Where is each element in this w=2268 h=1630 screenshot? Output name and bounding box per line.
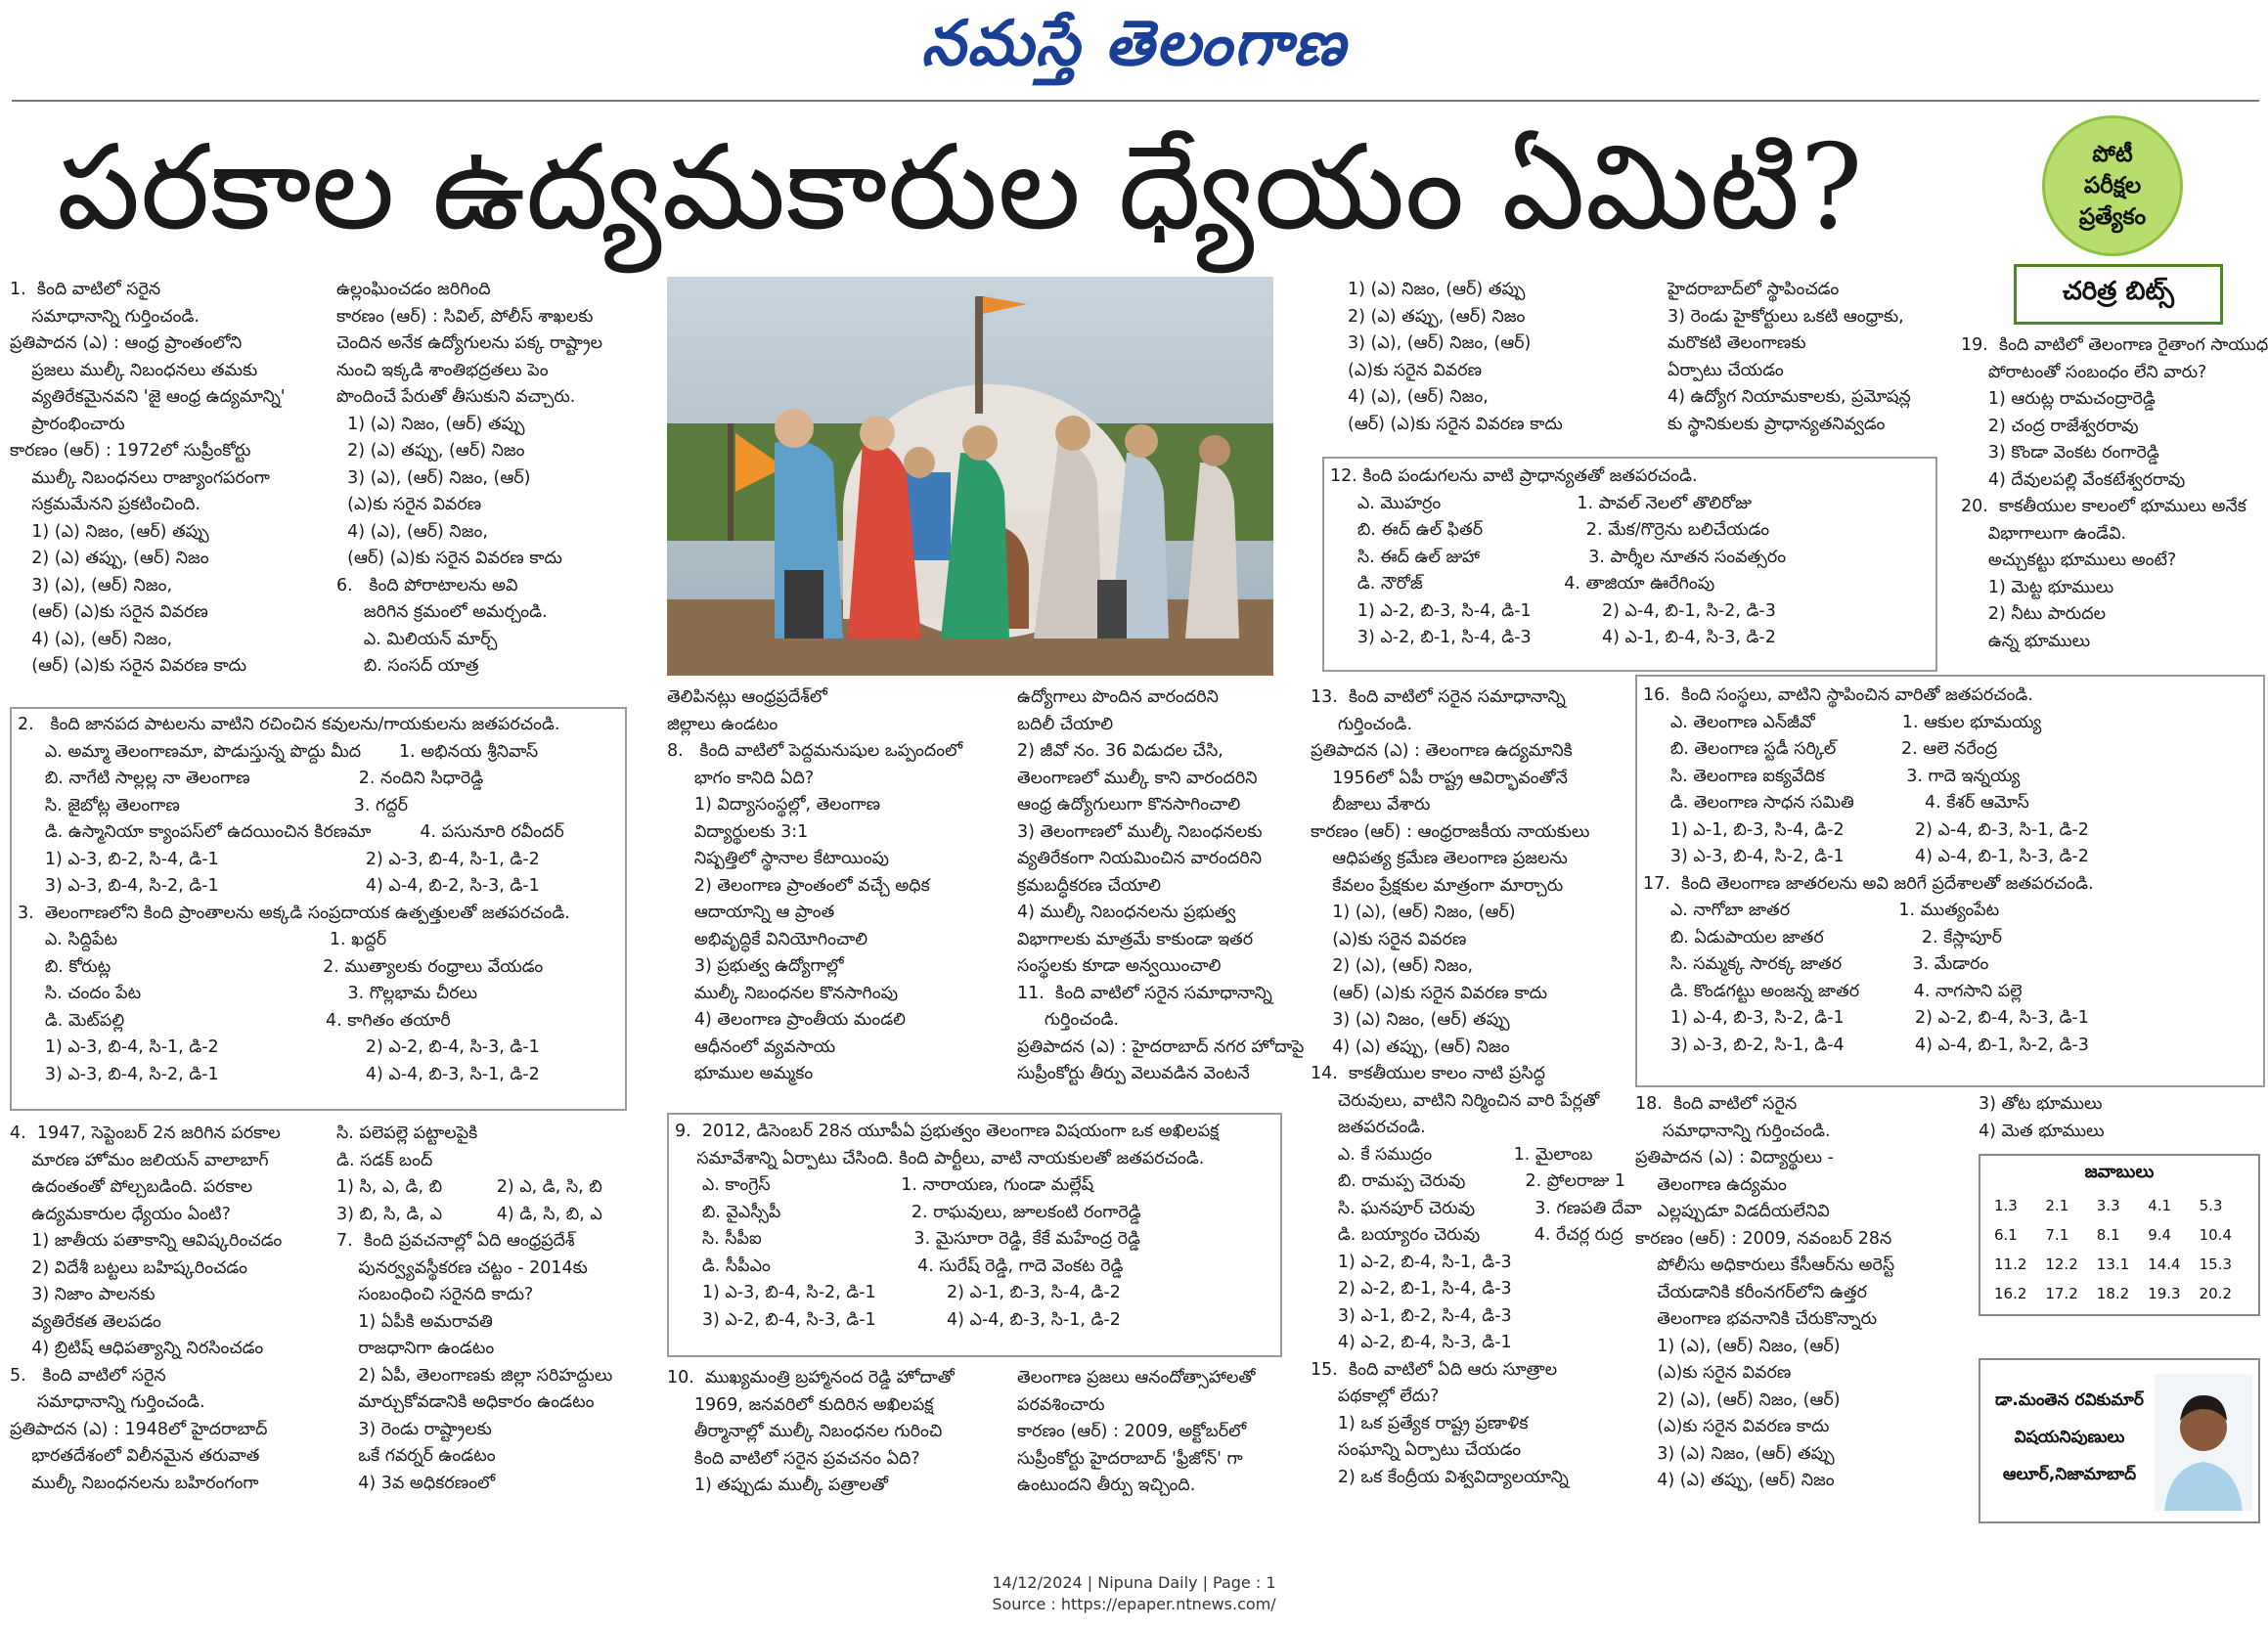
question-block-11-options: 1) (ఎ) నిజం, (ఆర్) తప్పు 2) (ఎ) తప్పు, (ఆర్) నిజం 3) (ఎ), (ఆర్) నిజం, (ఆర్) (ఎ)కు సరైన వివరణ 4) (ఎ), (ఆర్) నిజం, (ఆర్) (ఎ)కు సరైన వివరణ కాదు [1348,280,1563,434]
answer-item: 2.1 [2045,1197,2069,1214]
answer-item: 19.3 [2148,1285,2181,1302]
author-details [1986,1382,2153,1493]
section-tag: చరిత్ర బిట్స్ [2014,264,2223,325]
question-block-18: 18. కింది వాటిలో సరైన సమాధానాన్ని గుర్తించండి. ప్రతిపాదన (ఎ) : విద్యార్థులు - తెలంగాణ ఉద్యమం ఎల్లప్పుడూ విడదీయలేనివి కారణం (ఆర్) : 2009, నవంబర్ 28న పోలీసు అధికారులు కేసీఆర్‌ను అరెస్ట్ చేయడానికి కరీంనగర్‌లోని ఉత్తర తెలంగాణ భవనానికి చేరుకొన్నారు 1) (ఎ), (ఆర్) నిజం, (ఆర్) (ఎ)కు సరైన వివరణ 2) (ఎ), (ఆర్) నిజం, (ఆర్) (ఎ)కు సరైన వివరణ కాదు 3) (ఎ) నిజం, (ఆర్) తప్పు 4) (ఎ) తప్పు, (ఆర్) నిజం [1635,1094,1895,1490]
masthead-logo: నమస్తే తెలంగాణ [920,8,1348,80]
question-block-9: 9. 2012, డిసెంబర్ 28న యూపీఏ ప్రభుత్వం తెలంగాణ విషయంగా ఒక అఖిలపక్ష సమావేశాన్ని ఏర్పాటు చేసింది. కింది పార్టీలు, వాటి నాయకులతో జతపరచండి. ఎ. కాంగ్రెస్ 1. నారాయణ, గుండా మల్లేష్ బి. వైఎస్సీపీ 2. రాఘవులు, జూలకంటి రంగారెడ్డి సి. సీపీఐ 3. మైసూరా రెడ్డి, కేకే మహేంద్ర రెడ్డి డి. సీపీఎం 4. సురేష్ రెడ్డి, గాదె వెంకట రెడ్డి 1) ఎ-3, బి-4, సి-2, డి-1 2) ఎ-1, బి-3, సి-4, డి-2 3) ఎ-2, బి-4, సి-3, డి-1 4) ఎ-4, బి-3, సి-1, డి-2 [675,1122,1220,1330]
statue-illustration [667,277,1273,676]
person-icon [2155,1374,2252,1511]
answer-key [1979,1154,2260,1316]
footer-date-line: 14/12/2024 | Nipuna Daily | Page : 1 [992,1573,1276,1592]
question-block-12: 12. కింది పండుగలను వాటి ప్రాధాన్యతతో జతపరచండి. ఎ. మొహర్రం 1. పావల్ నెలలో తొలిరోజు బి. ఈద్ ఉల్ ఫితర్ 2. మేక/గొర్రెను బలిచేయడం సి. ఈద్ ఉల్ జుహా 3. పార్శీల నూతన సంవత్సరం డి. నౌరోజ్ 4. తాజియా ఊరేగింపు 1) ఎ-2, బి-3, సి-4, డి-1 2) ఎ-4, బి-1, సి-2, డి-3 3) ఎ-2, బి-1, సి-4, డి-3 4) ఎ-1, బి-4, సి-3, డి-2 [1330,466,1787,647]
answer-item: 14.4 [2148,1256,2181,1273]
answer-item: 4.1 [2148,1197,2172,1214]
answer-item: 7.1 [2045,1226,2069,1244]
answer-item: 12.2 [2045,1256,2078,1273]
martyrs-statue-photo [667,277,1273,676]
answer-item: 9.4 [2148,1226,2172,1244]
question-block-10-11: ఉద్యోగాలు పొందిన వారందరిని బదిలీ చేయాలి 2) జీవో నం. 36 విడుదల చేసి, తెలంగాణలో ముల్కీ కాని వారందరిని ఆంధ్ర ఉద్యోగులుగా కొనసాగించాలి 3) తెలంగాణలో ముల్కీ నిబంధనలకు వ్యతిరేకంగా నియమించిన వారందరిని క్రమబద్ధీకరణ చేయాలి 4) ముల్కీ నిబంధనలను ప్రభుత్వ విభాగాలకు మాత్రమే కాకుండా ఇతర సంస్థలకు కూడా అన్వయించాలి 11. కింది వాటిలో సరైన సమాధానాన్ని గుర్తించండి. ప్రతిపాదన (ఎ) : హైదరాబాద్ నగర హోదాపై సుప్రీంకోర్టు తీర్పు వెలువడిన వెంటనే [1017,687,1305,1083]
question-block-20-options: 3) తోట భూములు 4) మెత భూములు [1979,1094,2105,1141]
answer-item: 15.3 [2199,1256,2232,1273]
answer-item: 16.2 [1994,1285,2027,1302]
header-divider [12,100,2259,102]
answer-item: 1.3 [1994,1197,2018,1214]
question-block-13-15: 13. కింది వాటిలో సరైన సమాధానాన్ని గుర్తించండి. ప్రతిపాదన (ఎ) : తెలంగాణ ఉద్యమానికి 1956లో ఏపీ రాష్ట్ర ఆవిర్భావంతోనే బీజాలు వేశారు కారణం (ఆర్) : ఆంధ్రరాజకీయ నాయకులు ఆధిపత్య క్రమేణ తెలంగాణ ప్రజలను కేవలం ప్రేక్షకుల మాత్రంగా మార్చారు 1) (ఎ), (ఆర్) నిజం, (ఆర్) (ఎ)కు సరైన వివరణ 2) (ఎ), (ఆర్) నిజం, (ఆర్) (ఎ)కు సరైన వివరణ కాదు 3) (ఎ) నిజం, (ఆర్) తప్పు 4) (ఎ) తప్పు, (ఆర్) నిజం 14. కాకతీయుల కాలం నాటి ప్రసిద్ధ చెరువులు, వాటిని నిర్మించిన వారి పేర్లతో జతపరచండి. ఎ. కే సముద్రం 1. మైలాంబ బి. రామప్ప చెరువు 2. ప్రోలరాజు 1 సి. ఘనపూర్ చెరువు 3. గణపతి దేవా డి. బయ్యారం చెరువు 4. రేచర్ల రుద్ర 1) ఎ-2, బి-4, సి-1, డి-3 2) ఎ-2, బి-1, సి-4, డి-3 3) ఎ-1, బి-2, సి-4, డి-3 4) ఎ-2, బి-4, సి-3, డి-1 15. కింది వాటిలో ఏది ఆరు సూత్రాల పథకాల్లో లేదు? 1) ఒక ప్రత్యేక రాష్ట్ర ప్రణాళిక సంఘాన్ని ఏర్పాటు చేయడం 2) ఒక కేంద్రీయ విశ్వవిద్యాలయాన్ని [1311,687,1642,1487]
author-location: ఆలూర్,నిజామాబాద్ [2002,1465,2137,1484]
answer-item: 6.1 [1994,1226,2018,1244]
page-footer [0,1572,2268,1615]
answer-item: 5.3 [2199,1197,2223,1214]
answer-item: 11.2 [1994,1256,2027,1273]
question-block-4-5: 4. 1947, సెప్టెంబర్ 2న జరిగిన పరకాల మారణ హోమం జలియన్ వాలాబాగ్ ఉదంతంతో పోల్చబడింది. పరకాల ఉద్యమకారుల ధ్యేయం ఏంటి? 1) జాతీయ పతాకాన్ని ఆవిష్కరించడం 2) విదేశీ బట్టలు బహిష్కరించడం 3) నిజాం పాలనకు వ్యతిరేకత తెలపడం 4) బ్రిటిష్ ఆధిపత్యాన్ని నిరసించడం 5. కింది వాటిలో సరైన సమాధానాన్ని గుర్తించండి. ప్రతిపాదన (ఎ) : 1948లో హైదరాబాద్ భారతదేశంలో విలీనమైన తరువాత ముల్కీ నిబంధనలను బహిరంగంగా [10,1123,283,1493]
badge-line-3: ప్రత్యేకం [2078,204,2147,230]
badge-line-2: పరీక్షల [2083,173,2142,198]
answer-item: 3.3 [2096,1197,2120,1214]
question-block-10: 10. ముఖ్యమంత్రి బ్రహ్మానంద రెడ్డి హోదాతో 1969, జనవరిలో కుదిరిన అఖిలపక్ష తీర్మానాల్లో ముల్కీ నిబంధనల గురించి కింది వాటిలో సరైన ప్రవచనం ఏది? 1) తప్పుడు ముల్కీ పత్రాలతో [667,1368,955,1495]
answer-item: 13.1 [2096,1256,2130,1273]
author-card [1979,1358,2260,1523]
question-block-19-20: 19. కింది వాటిలో తెలంగాణ రైతాంగ సాయుధ పోరాటంతో సంబంధం లేని వారు? 1) ఆరుట్ల రామచంద్రారెడ్డి 2) చంద్ర రాజేశ్వరరావు 3) కొండా వెంకట రంగారెడ్డి 4) దేవులపల్లి వేంకటేశ్వరరావు 20. కాకతీయుల కాలంలో భూములు అనేక విభాగాలుగా ఉండేవి. అచ్చుకట్టు భూములు అంటే? 1) మెట్ట భూములు 2) నీటు పారుదల ఉన్న భూములు [1961,335,2268,651]
question-block-11b: తెలంగాణ ప్రజలు ఆనందోత్సాహాలతో పరవశించారు కారణం (ఆర్) : 2009, అక్టోబర్‌లో సుప్రీంకోర్టు హైదరాబాద్ 'ఫ్రీజోన్' గా ఉంటుందని తీర్పు ఇచ్చింది. [1017,1368,1256,1495]
question-block-5-6: ఉల్లంఘించడం జరిగింది కారణం (ఆర్) : సివిల్, పోలీస్ శాఖలకు చెందిన అనేక ఉద్యోగులను పక్క రాష్ట్రాల నుంచి ఇక్కడి శాంతిభద్రతలు పెం పొందించే పేరుతో తీసుకుని వచ్చారు. 1) (ఎ) నిజం, (ఆర్) తప్పు 2) (ఎ) తప్పు, (ఆర్) నిజం 3) (ఎ), (ఆర్) నిజం, (ఆర్) (ఎ)కు సరైన వివరణ 4) (ఎ), (ఆర్) నిజం, (ఆర్) (ఎ)కు సరైన వివరణ కాదు 6. కింది పోరాటాలను అవి జరిగిన క్రమంలో అమర్చండి. ఎ. మిలియన్ మార్చ్ బి. సంసద్ యాత్ర [336,280,602,676]
question-block-15-options: హైదరాబాద్‌లో స్థాపించడం 3) రెండు హైకోర్టులు ఒకటి ఆంధ్రాకు, మరొకటి తెలంగాణకు ఏర్పాటు చేయడం 4) ఉద్యోగ నియామకాలకు, ప్రమోషన్ల కు స్థానికులకు ప్రాధాన్యతనివ్వడం [1668,280,1911,434]
question-block-1: 1. కింది వాటిలో సరైన సమాధానాన్ని గుర్తించండి. ప్రతిపాదన (ఎ) : ఆంధ్ర ప్రాంతంలోని ప్రజలు ముల్కీ నిబంధనలు తమకు వ్యతిరేకమైనవని 'జై ఆంధ్ర ఉద్యమాన్ని' ప్రారంభించారు కారణం (ఆర్) : 1972లో సుప్రీంకోర్టు ముల్కీ నిబంధనలు రాజ్యాంగపరంగా సక్రమమేనని ప్రకటించింది. 1) (ఎ) నిజం, (ఆర్) తప్పు 2) (ఎ) తప్పు, (ఆర్) నిజం 3) (ఎ), (ఆర్) నిజం, (ఆర్) (ఎ)కు సరైన వివరణ 4) (ఎ), (ఆర్) నిజం, (ఆర్) (ఎ)కు సరైన వివరణ కాదు [10,280,286,676]
answer-item: 20.2 [2199,1285,2232,1302]
question-block-8: తెలిపినట్లు ఆంధ్రప్రదేశ్‌లో జిల్లాలు ఉండటం 8. కింది వాటిలో పెద్దమనుషుల ఒప్పందంలో భాగం కానిది ఏది? 1) విద్యాసంస్థల్లో, తెలంగాణ విద్యార్థులకు 3:1 నిష్పత్తిలో స్థానాల కేటాయింపు 2) తెలంగాణ ప్రాంతంలో వచ్చే అధిక ఆదాయాన్ని ఆ ప్రాంత అభివృద్ధికే వినియోగించాలి 3) ప్రభుత్వ ఉద్యోగాల్లో ముల్కీ నిబంధనల కొనసాగింపు 4) తెలంగాణ ప్రాంతీయ మండలి ఆధీనంలో వ్యవసాయ భూముల అమ్మకం [667,687,963,1083]
author-name: డా.మంతెన రవికుమార్ [1995,1390,2144,1410]
answer-item: 18.2 [2096,1285,2130,1302]
badge-line-1: పోటీ [2092,142,2133,167]
answer-item: 8.1 [2096,1226,2120,1244]
author-role: విషయనిపుణులు [2014,1428,2125,1447]
question-block-16-17: 16. కింది సంస్థలు, వాటిని స్థాపించిన వారితో జతపరచండి. ఎ. తెలంగాణ ఎన్‌జీవో 1. ఆకుల భూమయ్య బి. తెలంగాణ స్టడీ సర్కిల్ 2. ఆలె నరేంద్ర సి. తెలంగాణ ఐక్యవేదిక 3. గాదె ఇన్నయ్య డి. తెలంగాణ సాధన సమితి 4. కేశర్ ఆమోస్ 1) ఎ-1, బి-3, సి-4, డి-2 2) ఎ-4, బి-3, సి-1, డి-2 3) ఎ-3, బి-4, సి-2, డి-1 4) ఎ-4, బి-1, సి-3, డి-2 17. కింది తెలంగాణ జాతరలను అవి జరిగే ప్రదేశాలతో జతపరచండి. ఎ. నాగోబా జాతర 1. ముత్యంపేట బి. ఏడుపాయల జాతర 2. కేస్లాపూర్ సి. సమ్మక్క సారక్క జాతర 3. మేడారం డి. కొండగట్టు అంజన్న జాతర 4. నాగసాని పల్లె 1) ఎ-4, బి-3, సి-2, డి-1 2) ఎ-2, బి-4, సి-3, డి-1 3) ఎ-3, బి-2, సి-1, డి-4 4) ఎ-4, బి-1, సి-2, డి-3 [1643,685,2094,1055]
question-block-6-7: సి. పలెపల్లె పట్టాలపైకి డి. సడక్ బంద్ 1) సి, ఎ, డి, బి 2) ఎ, డి, సి, బి 3) బి, సి, డి, ఎ 4) డి, సి, బి, ఎ 7. కింది ప్రవచనాల్లో ఏది ఆంధ్రప్రదేశ్ పునర్వ్యవస్థీకరణ చట్టం - 2014కు సంబంధించి సరైనది కాదు? 1) ఏపీకి అమరావతి రాజధానిగా ఉండటం 2) ఏపీ, తెలంగాణకు జిల్లా సరిహద్దులు మార్చుకోవడానికి అధికారం ఉండటం 3) రెండు రాష్ట్రాలకు ఒకే గవర్నర్ ఉండటం 4) 3వ అధికరణంలో [336,1123,613,1493]
author-photo [2155,1374,2252,1511]
answer-item: 17.2 [2045,1285,2078,1302]
answer-key-grid [1994,1197,2250,1302]
answer-key-title: జవాబులు [2084,1162,2155,1182]
special-badge [2042,115,2183,256]
answer-item: 10.4 [2199,1226,2232,1244]
question-block-2-3: 2. కింది జానపద పాటలను వాటిని రచించిన కవులను/గాయకులను జతపరచండి. ఎ. అమ్మా తెలంగాణమా, పొడుస్తున్న పొద్దు మీద 1. అభినయ శ్రీనివాస్ బి. నాగేటి సాల్లల్ల నా తెలంగాణ 2. నందిని సిధారెడ్డి సి. జైబోట్ల తెలంగాణ 3. గద్దర్ డి. ఉస్మానియా క్యాంపస్‌లో ఉదయించిన కిరణమా 4. పసునూరి రవీందర్ 1) ఎ-3, బి-2, సి-4, డి-1 2) ఎ-3, బి-4, సి-1, డి-2 3) ఎ-3, బి-4, సి-2, డి-1 4) ఎ-4, బి-2, సి-3, డి-1 3. తెలంగాణలోని కింది ప్రాంతాలను అక్కడి సంప్రదాయక ఉత్పత్తులతో జతపరచండి. ఎ. సిద్దిపేట 1. ఖద్దర్ బి. కోరుట్ల 2. ముత్యాలకు రంధ్రాలు వేయడం సి. చందం పేట 3. గొల్లభామ చీరలు డి. మెట్‌పల్లి 4. కాగితం తయారీ 1) ఎ-3, బి-4, సి-1, డి-2 2) ఎ-2, బి-4, సి-3, డి-1 3) ఎ-3, బి-4, సి-2, డి-1 4) ఎ-4, బి-3, సి-1, డి-2 [18,715,570,1084]
footer-source-line: Source : https://epaper.ntnews.com/ [992,1595,1276,1613]
article-headline: పరకాల ఉద్యమకారుల ధ్యేయం ఏమిటి? [57,120,1863,256]
